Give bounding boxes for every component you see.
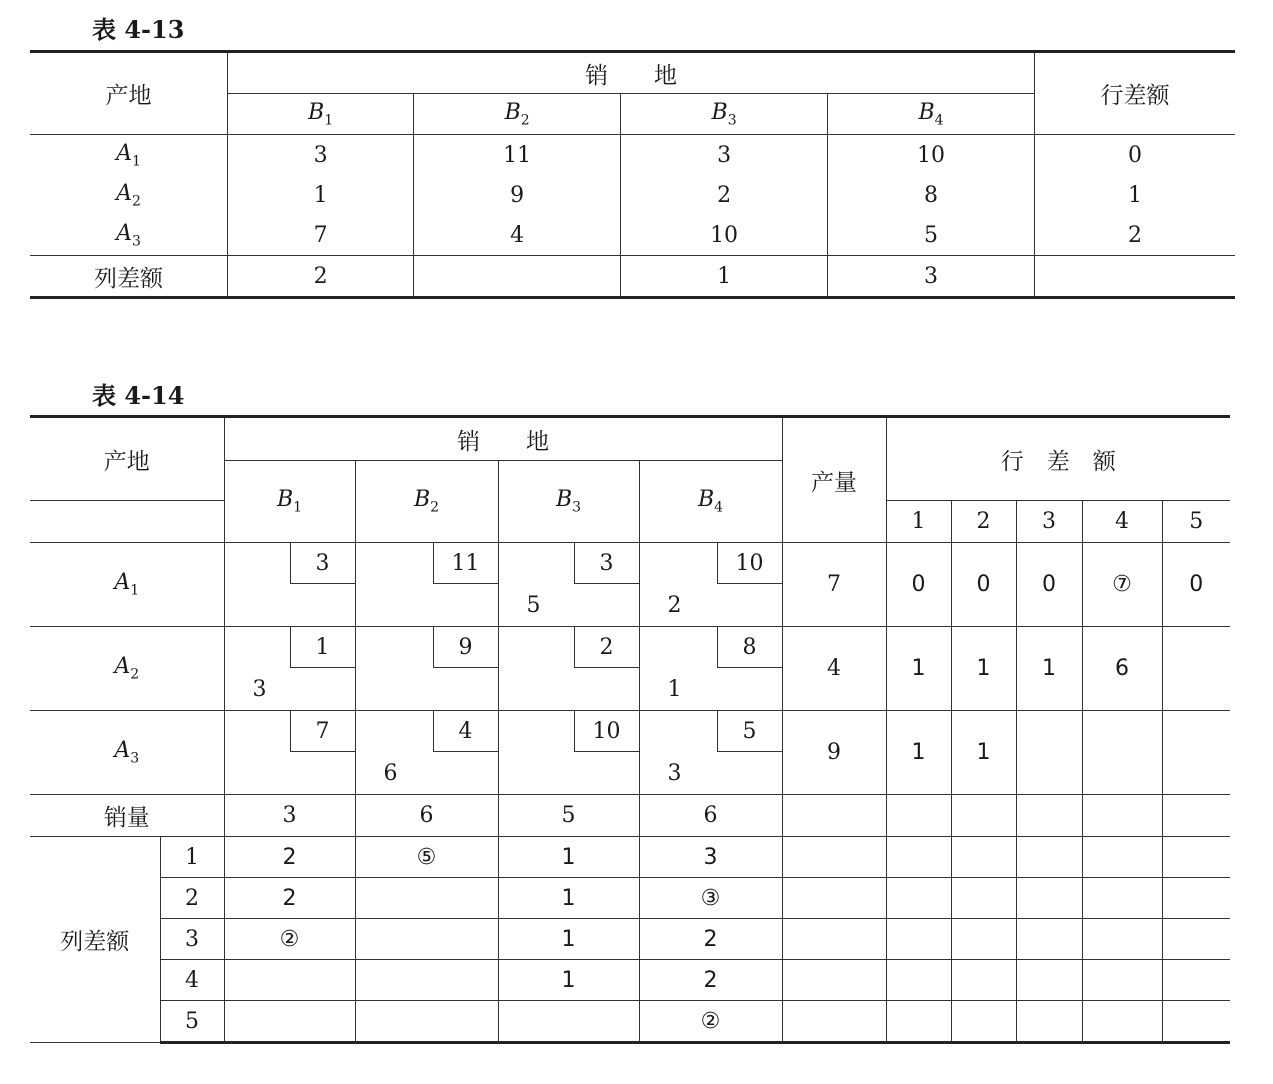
empty-cell (1082, 878, 1162, 919)
cost-cell: 10 (621, 215, 828, 256)
empty-cell (1082, 1001, 1162, 1043)
transport-cell (224, 711, 355, 795)
col-diff-cell: 3 (639, 837, 782, 878)
row-diff-cell: 1 (951, 711, 1016, 795)
col-diff-cell: 2 (639, 960, 782, 1001)
empty-cell (1162, 960, 1230, 1001)
col-diff-cell: 1 (498, 837, 639, 878)
col-diff-cell (498, 1001, 639, 1043)
transport-cell (639, 711, 782, 795)
iteration-header: 3 (1016, 501, 1082, 543)
col-diff-cell: 1 (498, 919, 639, 960)
allocation-value: 5 (526, 593, 541, 618)
dest-b2: $B_2$ (414, 94, 621, 135)
destination-header: 销 地 (228, 52, 1035, 94)
supply-header: 产量 (782, 417, 886, 543)
transport-cell (639, 627, 782, 711)
cost-cell: 8 (828, 175, 1035, 215)
cost-value: 2 (574, 627, 639, 668)
empty-cell (782, 795, 886, 837)
iteration-index: 3 (160, 919, 224, 960)
allocation-value: 1 (667, 677, 682, 702)
cost-cell: 9 (414, 175, 621, 215)
empty-cell (1016, 878, 1082, 919)
row-diff-cell: ⑦ (1082, 543, 1162, 627)
col-diff-cell (355, 960, 498, 1001)
cost-value: 4 (433, 711, 498, 752)
col-diff-cell: ③ (639, 878, 782, 919)
col-diff-label: 列差额 (30, 256, 228, 298)
col-diff-cell: ② (224, 919, 355, 960)
table-4-14 (30, 415, 1230, 1044)
table-row (30, 837, 1230, 878)
col-diff-cell: ⑤ (355, 837, 498, 878)
row-diff-cell: 6 (1082, 627, 1162, 711)
allocation-value: 3 (667, 761, 682, 786)
cost-value: 5 (717, 711, 782, 752)
table-caption: 表 4-13 (92, 15, 185, 44)
empty-cell (951, 919, 1016, 960)
demand-cell: 3 (224, 795, 355, 837)
empty-cell (951, 795, 1016, 837)
empty-cell (1162, 919, 1230, 960)
empty-cell (1082, 919, 1162, 960)
transport-cell (498, 627, 639, 711)
dest-b2: $B_2$ (355, 461, 498, 543)
supply-cell: 4 (782, 627, 886, 711)
demand-cell: 5 (498, 795, 639, 837)
col-diff-cell: ② (639, 1001, 782, 1043)
iteration-index: 4 (160, 960, 224, 1001)
empty-cell (951, 878, 1016, 919)
origin-a3: $A_3$ (30, 215, 228, 256)
col-diff-cell: 2 (228, 256, 414, 298)
cost-cell: 10 (828, 135, 1035, 176)
origin-a1: $A_1$ (30, 543, 224, 627)
row-diff-cell (1162, 711, 1230, 795)
transport-cell (224, 543, 355, 627)
origin-header: 产地 (30, 52, 228, 135)
row-diff-cell (1082, 711, 1162, 795)
table-caption: 表 4-14 (92, 381, 185, 410)
row-diff-cell: 0 (886, 543, 951, 627)
col-diff-cell (355, 878, 498, 919)
cost-cell: 7 (228, 215, 414, 256)
transport-cell (355, 543, 498, 627)
row-diff-cell: 0 (1035, 135, 1236, 176)
col-diff-cell (224, 960, 355, 1001)
row-diff-cell: 1 (886, 627, 951, 711)
table-4-13 (30, 50, 1235, 299)
row-diff-cell: 1 (1035, 175, 1236, 215)
supply-cell: 7 (782, 543, 886, 627)
iteration-index: 2 (160, 878, 224, 919)
table-row (30, 960, 1230, 1001)
cost-value: 7 (290, 711, 355, 752)
table-row (30, 795, 1230, 837)
col-diff-cell (355, 1001, 498, 1043)
empty-cell (886, 795, 951, 837)
table-row (30, 627, 1230, 711)
row-diff-header: 行 差 额 (886, 417, 1230, 501)
empty-cell (1016, 1001, 1082, 1043)
cost-cell: 2 (621, 175, 828, 215)
row-diff-cell: 1 (951, 627, 1016, 711)
col-diff-cell: 2 (224, 878, 355, 919)
cost-cell: 3 (228, 135, 414, 176)
cost-value: 3 (290, 543, 355, 584)
dest-b3: $B_3$ (621, 94, 828, 135)
iteration-header: 2 (951, 501, 1016, 543)
iteration-header: 4 (1082, 501, 1162, 543)
col-diff-cell (1035, 256, 1236, 298)
transport-cell (355, 627, 498, 711)
col-diff-cell: 1 (498, 878, 639, 919)
empty-cell (782, 960, 886, 1001)
empty-cell (886, 1001, 951, 1043)
col-diff-cell (224, 1001, 355, 1043)
empty-cell (1016, 837, 1082, 878)
cost-value: 10 (574, 711, 639, 752)
transport-cell (355, 711, 498, 795)
row-diff-cell: 0 (1162, 543, 1230, 627)
demand-cell: 6 (355, 795, 498, 837)
row-diff-cell (1016, 711, 1082, 795)
origin-a2: $A_2$ (30, 627, 224, 711)
cost-value: 11 (433, 543, 498, 584)
row-diff-cell: 1 (886, 711, 951, 795)
col-diff-cell (355, 919, 498, 960)
empty-cell (951, 837, 1016, 878)
table-row (30, 256, 1235, 298)
origin-header-spacer (30, 501, 224, 543)
row-diff-cell: 0 (1016, 543, 1082, 627)
empty-cell (886, 960, 951, 1001)
empty-cell (1082, 837, 1162, 878)
empty-cell (782, 1001, 886, 1043)
col-diff-cell: 1 (498, 960, 639, 1001)
col-diff-cell: 1 (621, 256, 828, 298)
table-row (30, 1001, 1230, 1043)
table-row (30, 175, 1235, 215)
cost-value: 8 (717, 627, 782, 668)
iteration-index: 5 (160, 1001, 224, 1043)
row-diff-cell: 0 (951, 543, 1016, 627)
transport-cell (498, 711, 639, 795)
cost-cell: 3 (621, 135, 828, 176)
empty-cell (782, 919, 886, 960)
table-row (30, 215, 1235, 256)
cost-value: 9 (433, 627, 498, 668)
empty-cell (1082, 795, 1162, 837)
cost-cell: 11 (414, 135, 621, 176)
table-row (30, 543, 1230, 627)
row-diff-header: 行差额 (1035, 52, 1236, 135)
dest-b1: $B_1$ (224, 461, 355, 543)
empty-cell (886, 878, 951, 919)
allocation-value: 2 (667, 593, 682, 618)
empty-cell (886, 919, 951, 960)
origin-a2: $A_2$ (30, 175, 228, 215)
cost-cell: 4 (414, 215, 621, 256)
col-diff-label: 列差额 (30, 837, 160, 1043)
empty-cell (1162, 878, 1230, 919)
dest-b4: $B_4$ (828, 94, 1035, 135)
cost-cell: 5 (828, 215, 1035, 256)
empty-cell (1162, 795, 1230, 837)
dest-b4: $B_4$ (639, 461, 782, 543)
row-diff-cell (1162, 627, 1230, 711)
col-diff-cell: 3 (828, 256, 1035, 298)
cost-value: 3 (574, 543, 639, 584)
empty-cell (782, 837, 886, 878)
demand-cell: 6 (639, 795, 782, 837)
table-row (30, 711, 1230, 795)
empty-cell (1162, 1001, 1230, 1043)
cost-value: 10 (717, 543, 782, 584)
empty-cell (782, 878, 886, 919)
origin-header: 产地 (30, 417, 224, 501)
col-diff-cell: 2 (224, 837, 355, 878)
origin-a3: $A_3$ (30, 711, 224, 795)
empty-cell (1016, 960, 1082, 1001)
origin-a1: $A_1$ (30, 135, 228, 176)
empty-cell (1016, 919, 1082, 960)
table-row (30, 919, 1230, 960)
iteration-header: 1 (886, 501, 951, 543)
col-diff-cell (414, 256, 621, 298)
supply-cell: 9 (782, 711, 886, 795)
empty-cell (1162, 837, 1230, 878)
empty-cell (1082, 960, 1162, 1001)
table-row (30, 135, 1235, 176)
dest-b3: $B_3$ (498, 461, 639, 543)
demand-label: 销量 (30, 795, 224, 837)
cost-value: 1 (290, 627, 355, 668)
row-diff-cell: 2 (1035, 215, 1236, 256)
empty-cell (951, 1001, 1016, 1043)
allocation-value: 3 (252, 677, 267, 702)
empty-cell (951, 960, 1016, 1001)
allocation-value: 6 (383, 761, 398, 786)
iteration-header: 5 (1162, 501, 1230, 543)
row-diff-cell: 1 (1016, 627, 1082, 711)
table-row (30, 878, 1230, 919)
empty-cell (886, 837, 951, 878)
empty-cell (1016, 795, 1082, 837)
dest-b1: $B_1$ (228, 94, 414, 135)
transport-cell (639, 543, 782, 627)
transport-cell (498, 543, 639, 627)
destination-header: 销 地 (224, 417, 782, 461)
transport-cell (224, 627, 355, 711)
col-diff-cell: 2 (639, 919, 782, 960)
iteration-index: 1 (160, 837, 224, 878)
cost-cell: 1 (228, 175, 414, 215)
